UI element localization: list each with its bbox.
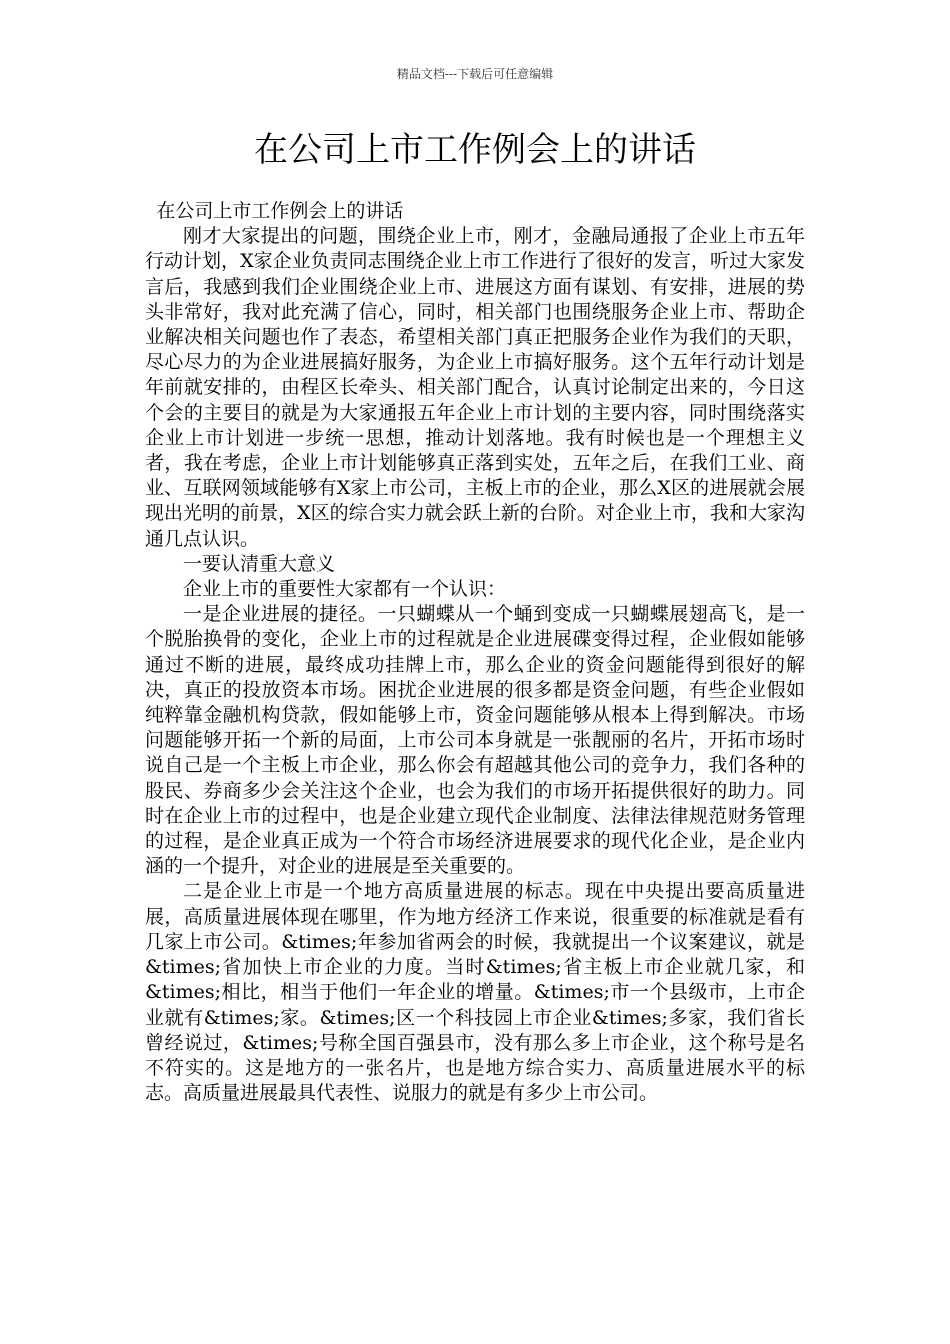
paragraph: 刚才大家提出的问题，围绕企业上市，刚才，金融局通报了企业上市五年行动计划，X家企业负责同志围绕企业上市工作进行了很好的发言，听过大家发言后，我感到我们企业围绕企业上市、进展这方面有谋划、有安排，进展的势头非常好，我对此充满了信心，同时，相关部门也围绕服务企业上市、帮助企业解决相关问题也作了表态，希望相关部门真正把服务企业作为我们的天职，尽心尽力的为企业进展搞好服务，为企业上市搞好服务。这个五年行动计划是年前就安排的，由程区长牵头、相关部门配合，认真讨论制定出来的，今日这个会的主要目的就是为大家通报五年企业上市计划的主要内容，同时围绕落实企业上市计划进一步统一思想，推动计划落地。我有时候也是一个理想主义者，我在考虑，企业上市计划能够真正落到实处，五年之后，在我们工业、商业、互联网领域能够有X家上市公司，主板上市的企业，那么X区的进展就会展现出光明的前景，X区的综合实力就会跃上新的台阶。对企业上市，我和大家沟通几点认识。 [145, 225, 805, 550]
paragraph: 二是企业上市是一个地方高质量进展的标志。现在中央提出要高质量进展，高质量进展体现在哪里，作为地方经济工作来说，很重要的标准就是看有几家上市公司。&times;年参加省两会的时候，我就提出一个议案建议，就是&times;省加快上市企业的力度。当时&times;省主板上市企业就几家，和&times;相比，相当于他们一年企业的增量。&times;市一个县级市，上市企业就有&times;家。&times;区一个科技园上市企业&times;多家，我们省长曾经说过，&times;号称全国百强县市，没有那么多上市企业，这个称号是名不符实的。这是地方的一张名片，也是地方综合实力、高质量进展水平的标志。高质量进展最具代表性、说服力的就是有多少上市公司。 [145, 880, 805, 1105]
document-title: 在公司上市工作例会上的讲话 [254, 130, 696, 170]
document-body [145, 199, 805, 1106]
header-note: 精品文档---下载后可任意编辑 [396, 67, 554, 81]
section-heading: 一要认清重大意义 [183, 552, 336, 575]
paragraph: 企业上市的重要性大家都有一个认识： [183, 578, 507, 601]
paragraph: 一是企业进展的捷径。一只蝴蝶从一个蛹到变成一只蝴蝶展翅高飞，是一个脱胎换骨的变化，企业上市的过程就是企业进展碟变得过程，企业假如能够通过不断的进展，最终成功挂牌上市，那么企业的资金问题能得到很好的解决，真正的投放资本市场。困扰企业进展的很多都是资金问题，有些企业假如纯粹靠金融机构贷款，假如能够上市，资金问题能够从根本上得到解决。市场问题能够开拓一个新的局面，上市公司本身就是一张靓丽的名片，开拓市场时说自己是一个主板上市企业，那么你会有超越其他公司的竞争力，我们各种的股民、券商多少会关注这个企业，也会为我们的市场开拓提供很好的助力。同时在企业上市的过程中，也是企业建立现代企业制度、法律法律规范财务管理的过程，是企业真正成为一个符合市场经济进展要求的现代化企业，是企业内涵的一个提升，对企业的进展是至关重要的。 [145, 603, 805, 878]
paragraph-subtitle: 在公司上市工作例会上的讲话 [156, 200, 404, 222]
